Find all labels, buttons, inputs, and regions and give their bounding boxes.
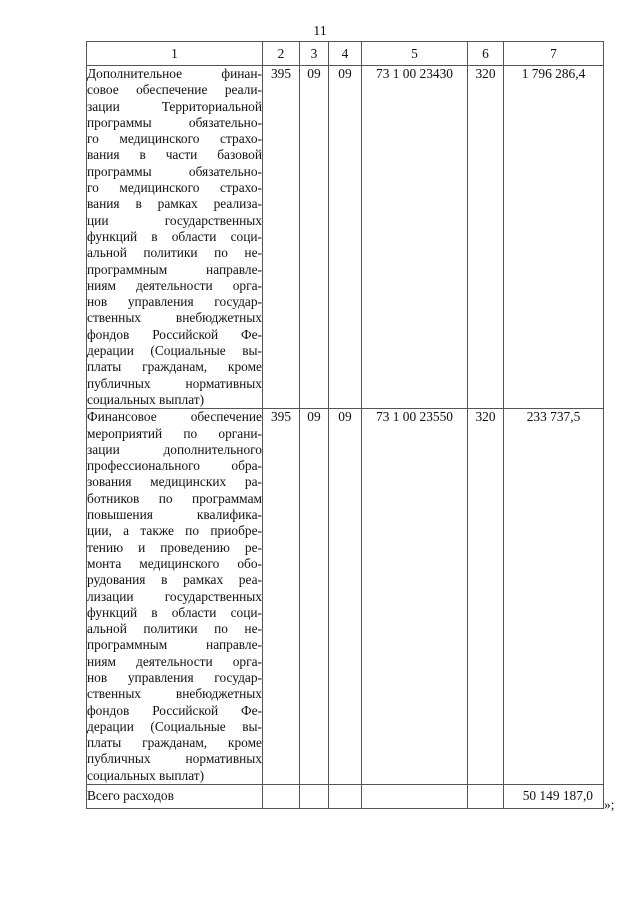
subsection-code-cell: 09 bbox=[329, 66, 362, 409]
section-code-cell: 09 bbox=[300, 66, 329, 409]
subsection-code-cell: 09 bbox=[329, 409, 362, 785]
column-header-3: 3 bbox=[300, 42, 329, 66]
column-header-2: 2 bbox=[263, 42, 300, 66]
expense-type-cell: 320 bbox=[468, 66, 504, 409]
expense-name-line: публичных нормативных bbox=[87, 751, 262, 767]
expense-name-line: монта медицинского обо- bbox=[87, 555, 262, 571]
expense-name-line: ботников по программам bbox=[87, 490, 262, 506]
ministry-code-cell: 395 bbox=[263, 66, 300, 409]
expense-name-line: программным направле- bbox=[87, 637, 262, 653]
header-row bbox=[87, 42, 604, 66]
column-header-4: 4 bbox=[329, 42, 362, 66]
expense-name-cell bbox=[87, 66, 263, 409]
expense-name-line: ниям деятельности орга- bbox=[87, 277, 262, 293]
expense-name-line: тению и проведению ре- bbox=[87, 539, 262, 555]
expense-name-line: рудования в рамках реа- bbox=[87, 572, 262, 588]
column-header-1: 1 bbox=[87, 42, 263, 66]
expense-type-cell: 320 bbox=[468, 409, 504, 785]
expense-name-line: фондов Российской Фе- bbox=[87, 326, 262, 342]
closing-quote-mark: »; bbox=[604, 797, 615, 812]
expense-name-line: зации Территориальной bbox=[87, 98, 262, 114]
target-article-cell: 73 1 00 23550 bbox=[362, 409, 468, 785]
expense-name-line: дерации (Социальные вы- bbox=[87, 343, 262, 359]
table-row bbox=[87, 409, 604, 785]
expense-name-line: го медицинского страхо- bbox=[87, 180, 262, 196]
total-label: Всего расходов bbox=[87, 785, 263, 809]
expense-name-line: совое обеспечение реали- bbox=[87, 82, 262, 98]
table-row bbox=[87, 66, 604, 409]
expense-name-line: платы гражданам, кроме bbox=[87, 359, 262, 375]
column-header-5: 5 bbox=[362, 42, 468, 66]
expense-name-line: нов управления государ- bbox=[87, 669, 262, 685]
expense-name-line: функций в области соци- bbox=[87, 228, 262, 244]
expense-name-line: профессионального обра- bbox=[87, 458, 262, 474]
expense-name-line: программы обязательно- bbox=[87, 163, 262, 179]
expense-name-line: фондов Российской Фе- bbox=[87, 702, 262, 718]
expense-name-line: функций в области соци- bbox=[87, 604, 262, 620]
expense-name-line: вания в рамках реализа- bbox=[87, 196, 262, 212]
expense-name-line: Финансовое обеспечение bbox=[87, 409, 262, 425]
expense-name-line: ции государственных bbox=[87, 212, 262, 228]
page-number: 11 bbox=[313, 24, 327, 39]
expense-name-line: го медицинского страхо- bbox=[87, 131, 262, 147]
empty-cell bbox=[468, 785, 504, 809]
empty-cell bbox=[329, 785, 362, 809]
empty-cell bbox=[263, 785, 300, 809]
expense-name-line: вания в части базовой bbox=[87, 147, 262, 163]
expense-name-line: ственных внебюджетных bbox=[87, 686, 262, 702]
column-header-7: 7 bbox=[504, 42, 604, 66]
ministry-code-cell: 395 bbox=[263, 409, 300, 785]
expense-name-line: ственных внебюджетных bbox=[87, 310, 262, 326]
total-row bbox=[87, 785, 604, 809]
expense-name-line: публичных нормативных bbox=[87, 375, 262, 391]
column-header-6: 6 bbox=[468, 42, 504, 66]
amount-cell: 1 796 286,4 bbox=[504, 66, 604, 409]
expense-name-line: ниям деятельности орга- bbox=[87, 653, 262, 669]
expense-name-line: социальных выплат) bbox=[87, 391, 205, 407]
expense-name-line: платы гражданам, кроме bbox=[87, 735, 262, 751]
total-amount: 50 149 187,0 bbox=[504, 785, 604, 809]
section-code-cell: 09 bbox=[300, 409, 329, 785]
expense-name-line: социальных выплат) bbox=[87, 767, 205, 783]
expense-name-line: альной политики по не- bbox=[87, 621, 262, 637]
budget-table bbox=[86, 41, 604, 809]
expense-name-line: альной политики по не- bbox=[87, 245, 262, 261]
expense-name-line: повышения квалифика- bbox=[87, 507, 262, 523]
expense-name-line: программы обязательно- bbox=[87, 114, 262, 130]
expense-name-line: зования медицинских ра- bbox=[87, 474, 262, 490]
expense-name-line: мероприятий по органи- bbox=[87, 425, 262, 441]
expense-name-line: лизации государственных bbox=[87, 588, 262, 604]
expense-name-line: ции, а также по приобре- bbox=[87, 523, 262, 539]
expense-name-line: программным направле- bbox=[87, 261, 262, 277]
target-article-cell: 73 1 00 23430 bbox=[362, 66, 468, 409]
expense-name-cell bbox=[87, 409, 263, 785]
expense-name-line: зации дополнительного bbox=[87, 441, 262, 457]
empty-cell bbox=[362, 785, 468, 809]
expense-name-line: нов управления государ- bbox=[87, 294, 262, 310]
amount-cell: 233 737,5 bbox=[504, 409, 604, 785]
expense-name-line: дерации (Социальные вы- bbox=[87, 718, 262, 734]
expense-name-line: Дополнительное финан- bbox=[87, 66, 262, 81]
empty-cell bbox=[300, 785, 329, 809]
